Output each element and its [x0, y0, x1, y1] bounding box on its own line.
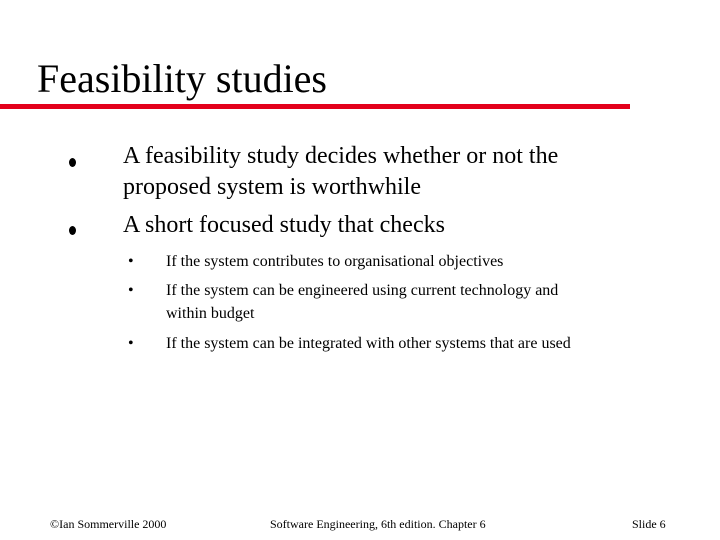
sub-bullet-text-line: If the system contributes to organisational objectives: [166, 253, 504, 270]
bullet-text-line: A short focused study that checks: [123, 212, 445, 238]
sub-bullet-dot-icon: •: [128, 253, 134, 270]
sub-bullet-text-line: If the system can be integrated with other systems that are used: [166, 335, 571, 352]
sub-bullet-dot-icon: •: [128, 335, 134, 352]
sub-bullet-text-line: If the system can be engineered using current technology and: [166, 282, 559, 299]
title-underline: [0, 104, 630, 109]
footer-slide-number: Slide 6: [632, 517, 666, 531]
footer-copyright: ©Ian Sommerville 2000: [50, 517, 167, 531]
slide-title: Feasibility studies: [37, 56, 327, 101]
bullet-text-line: proposed system is worthwhile: [123, 174, 421, 200]
bullet-dot-icon: [69, 158, 76, 167]
bullet-text-line: A feasibility study decides whether or not the: [123, 143, 559, 169]
footer-book-reference: Software Engineering, 6th edition. Chapter 6: [270, 517, 486, 531]
sub-bullet-text-line: within budget: [166, 305, 255, 322]
bullet-dot-icon: [69, 226, 76, 235]
sub-bullet-dot-icon: •: [128, 282, 134, 299]
